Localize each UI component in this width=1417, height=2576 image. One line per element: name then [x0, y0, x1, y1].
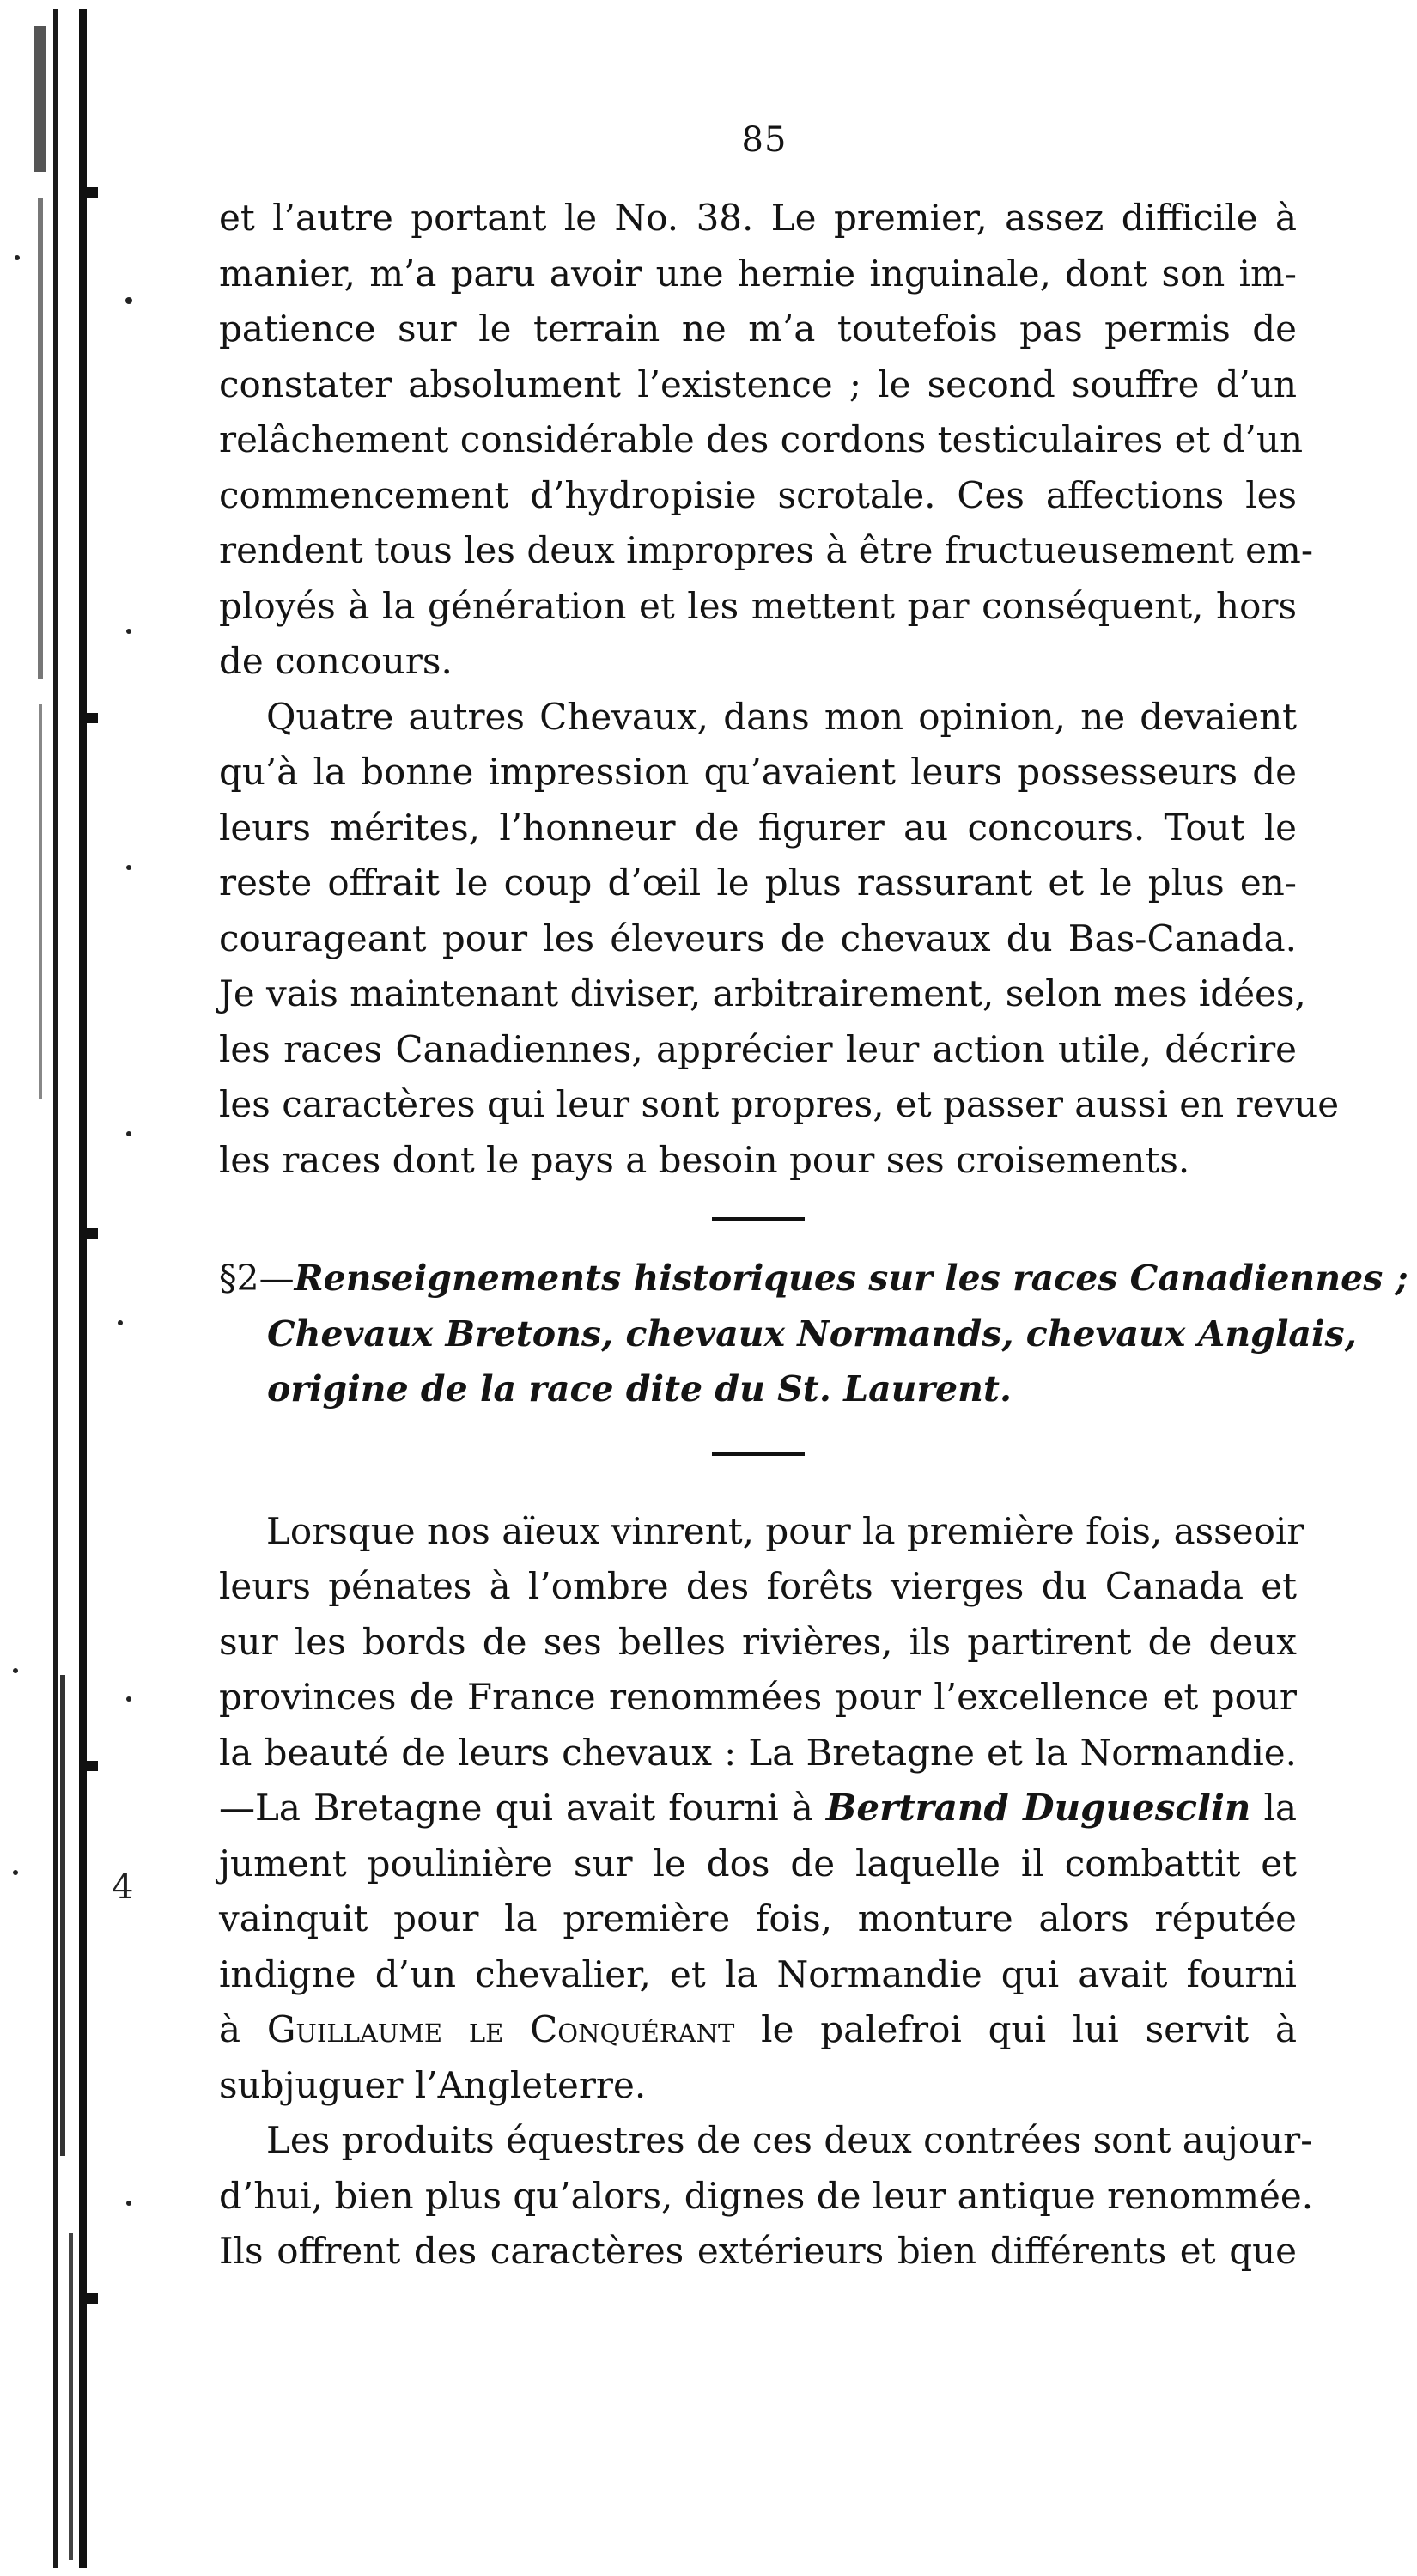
- text-line: indigne d’un chevalier, et la Normandie qui avait fourni: [219, 1952, 1297, 1995]
- text-line: rendent tous les deux impropres à être fructueusement em-: [219, 529, 1314, 571]
- text-line: Quatre autres Chevaux, dans mon opinion, ne devaient: [266, 695, 1297, 738]
- text-line: de concours.: [219, 640, 453, 682]
- paragraph-4: [219, 2113, 1314, 2280]
- text-line: leurs mérites, l’honneur de figurer au concours. Tout le: [219, 806, 1297, 849]
- text-line: leurs pénates à l’ombre des forêts vierges du Canada et: [219, 1565, 1297, 1607]
- person-name: Guillaume le Conquérant: [266, 2008, 735, 2050]
- section-number: §2—: [219, 1258, 295, 1299]
- text-line: qu’à la bonne impression qu’avaient leurs possesseurs de: [219, 751, 1297, 793]
- section-title-line: origine de la race dite du St. Laurent.: [267, 1368, 1013, 1410]
- text-span: le palefroi qui lui servit à: [734, 2008, 1298, 2050]
- text-line: la beauté de leurs chevaux : La Bretagne et la Normandie.: [219, 1731, 1297, 1774]
- paragraph-1: [219, 191, 1314, 690]
- text-line: Lorsque nos aïeux vinrent, pour la première fois, asseoir: [266, 1509, 1304, 1552]
- binding-edge: [0, 0, 134, 2576]
- text-line: [219, 2002, 1297, 2058]
- text-line: et l’autre portant le No. 38. Le premier, assez difficile à: [219, 197, 1297, 239]
- text-line: manier, m’a paru avoir une hernie inguinale, dont son im-: [219, 252, 1297, 295]
- section-divider: [712, 1217, 805, 1221]
- text-line: ployés à la génération et les mettent par conséquent, hors: [219, 584, 1297, 627]
- text-line: constater absolument l’existence ; le second souffre d’un: [219, 362, 1297, 405]
- section-heading: [219, 1251, 1408, 1417]
- section-divider: [712, 1452, 805, 1456]
- text-line: les caractères qui leur sont propres, et passer aussi en revue: [219, 1083, 1340, 1125]
- text-span: la: [1250, 1787, 1297, 1829]
- text-line: sur les bords de ses belles rivières, ils partirent de deux: [219, 1620, 1297, 1663]
- text-line: les races Canadiennes, apprécier leur action utile, décrire: [219, 1027, 1297, 1070]
- text-span: —La Bretagne qui avait fourni à: [219, 1787, 826, 1829]
- text-span: à: [219, 2008, 267, 2050]
- section-title-line: Renseignements historiques sur les races Canadiennes ;: [294, 1258, 1408, 1299]
- text-line: les races dont le pays a besoin pour ses croisements.: [219, 1138, 1190, 1181]
- page-number: 85: [741, 120, 788, 160]
- binding-glyph: 4: [112, 1867, 134, 1907]
- text-line: relâchement considérable des cordons testiculaires et d’un: [219, 418, 1304, 460]
- text-line: Les produits équestres de ces deux contrées sont aujour-: [266, 2119, 1313, 2161]
- text-line: reste offrait le coup d’œil le plus rassurant et le plus en-: [219, 862, 1297, 904]
- text-line: [219, 1781, 1297, 1836]
- text-line: courageant pour les éleveurs de chevaux du Bas-Canada.: [219, 917, 1297, 959]
- text-line: subjuguer l’Angleterre.: [219, 2063, 647, 2106]
- text-line: vainquit pour la première fois, monture alors réputée: [219, 1897, 1297, 1940]
- text-line: d’hui, bien plus qu’alors, dignes de leur antique renommée.: [219, 2174, 1314, 2217]
- page-body: [219, 191, 1408, 2280]
- paragraph-2: [219, 690, 1340, 1189]
- person-name: Bertrand Duguesclin: [825, 1787, 1251, 1829]
- text-line: commencement d’hydropisie scrotale. Ces affections les: [219, 473, 1297, 516]
- text-line: provinces de France renommées pour l’excellence et pour: [219, 1676, 1297, 1718]
- text-line: patience sur le terrain ne m’a toutefois pas permis de: [219, 308, 1297, 350]
- text-line: Je vais maintenant diviser, arbitrairement, selon mes idées,: [219, 972, 1306, 1014]
- text-line: jument poulinière sur le dos de laquelle il combattit et: [219, 1842, 1297, 1885]
- section-title-line: Chevaux Bretons, chevaux Normands, chevaux Anglais,: [267, 1312, 1357, 1355]
- paragraph-3: [219, 1504, 1304, 2114]
- text-line: Ils offrent des caractères extérieurs bien différents et que: [219, 2230, 1297, 2272]
